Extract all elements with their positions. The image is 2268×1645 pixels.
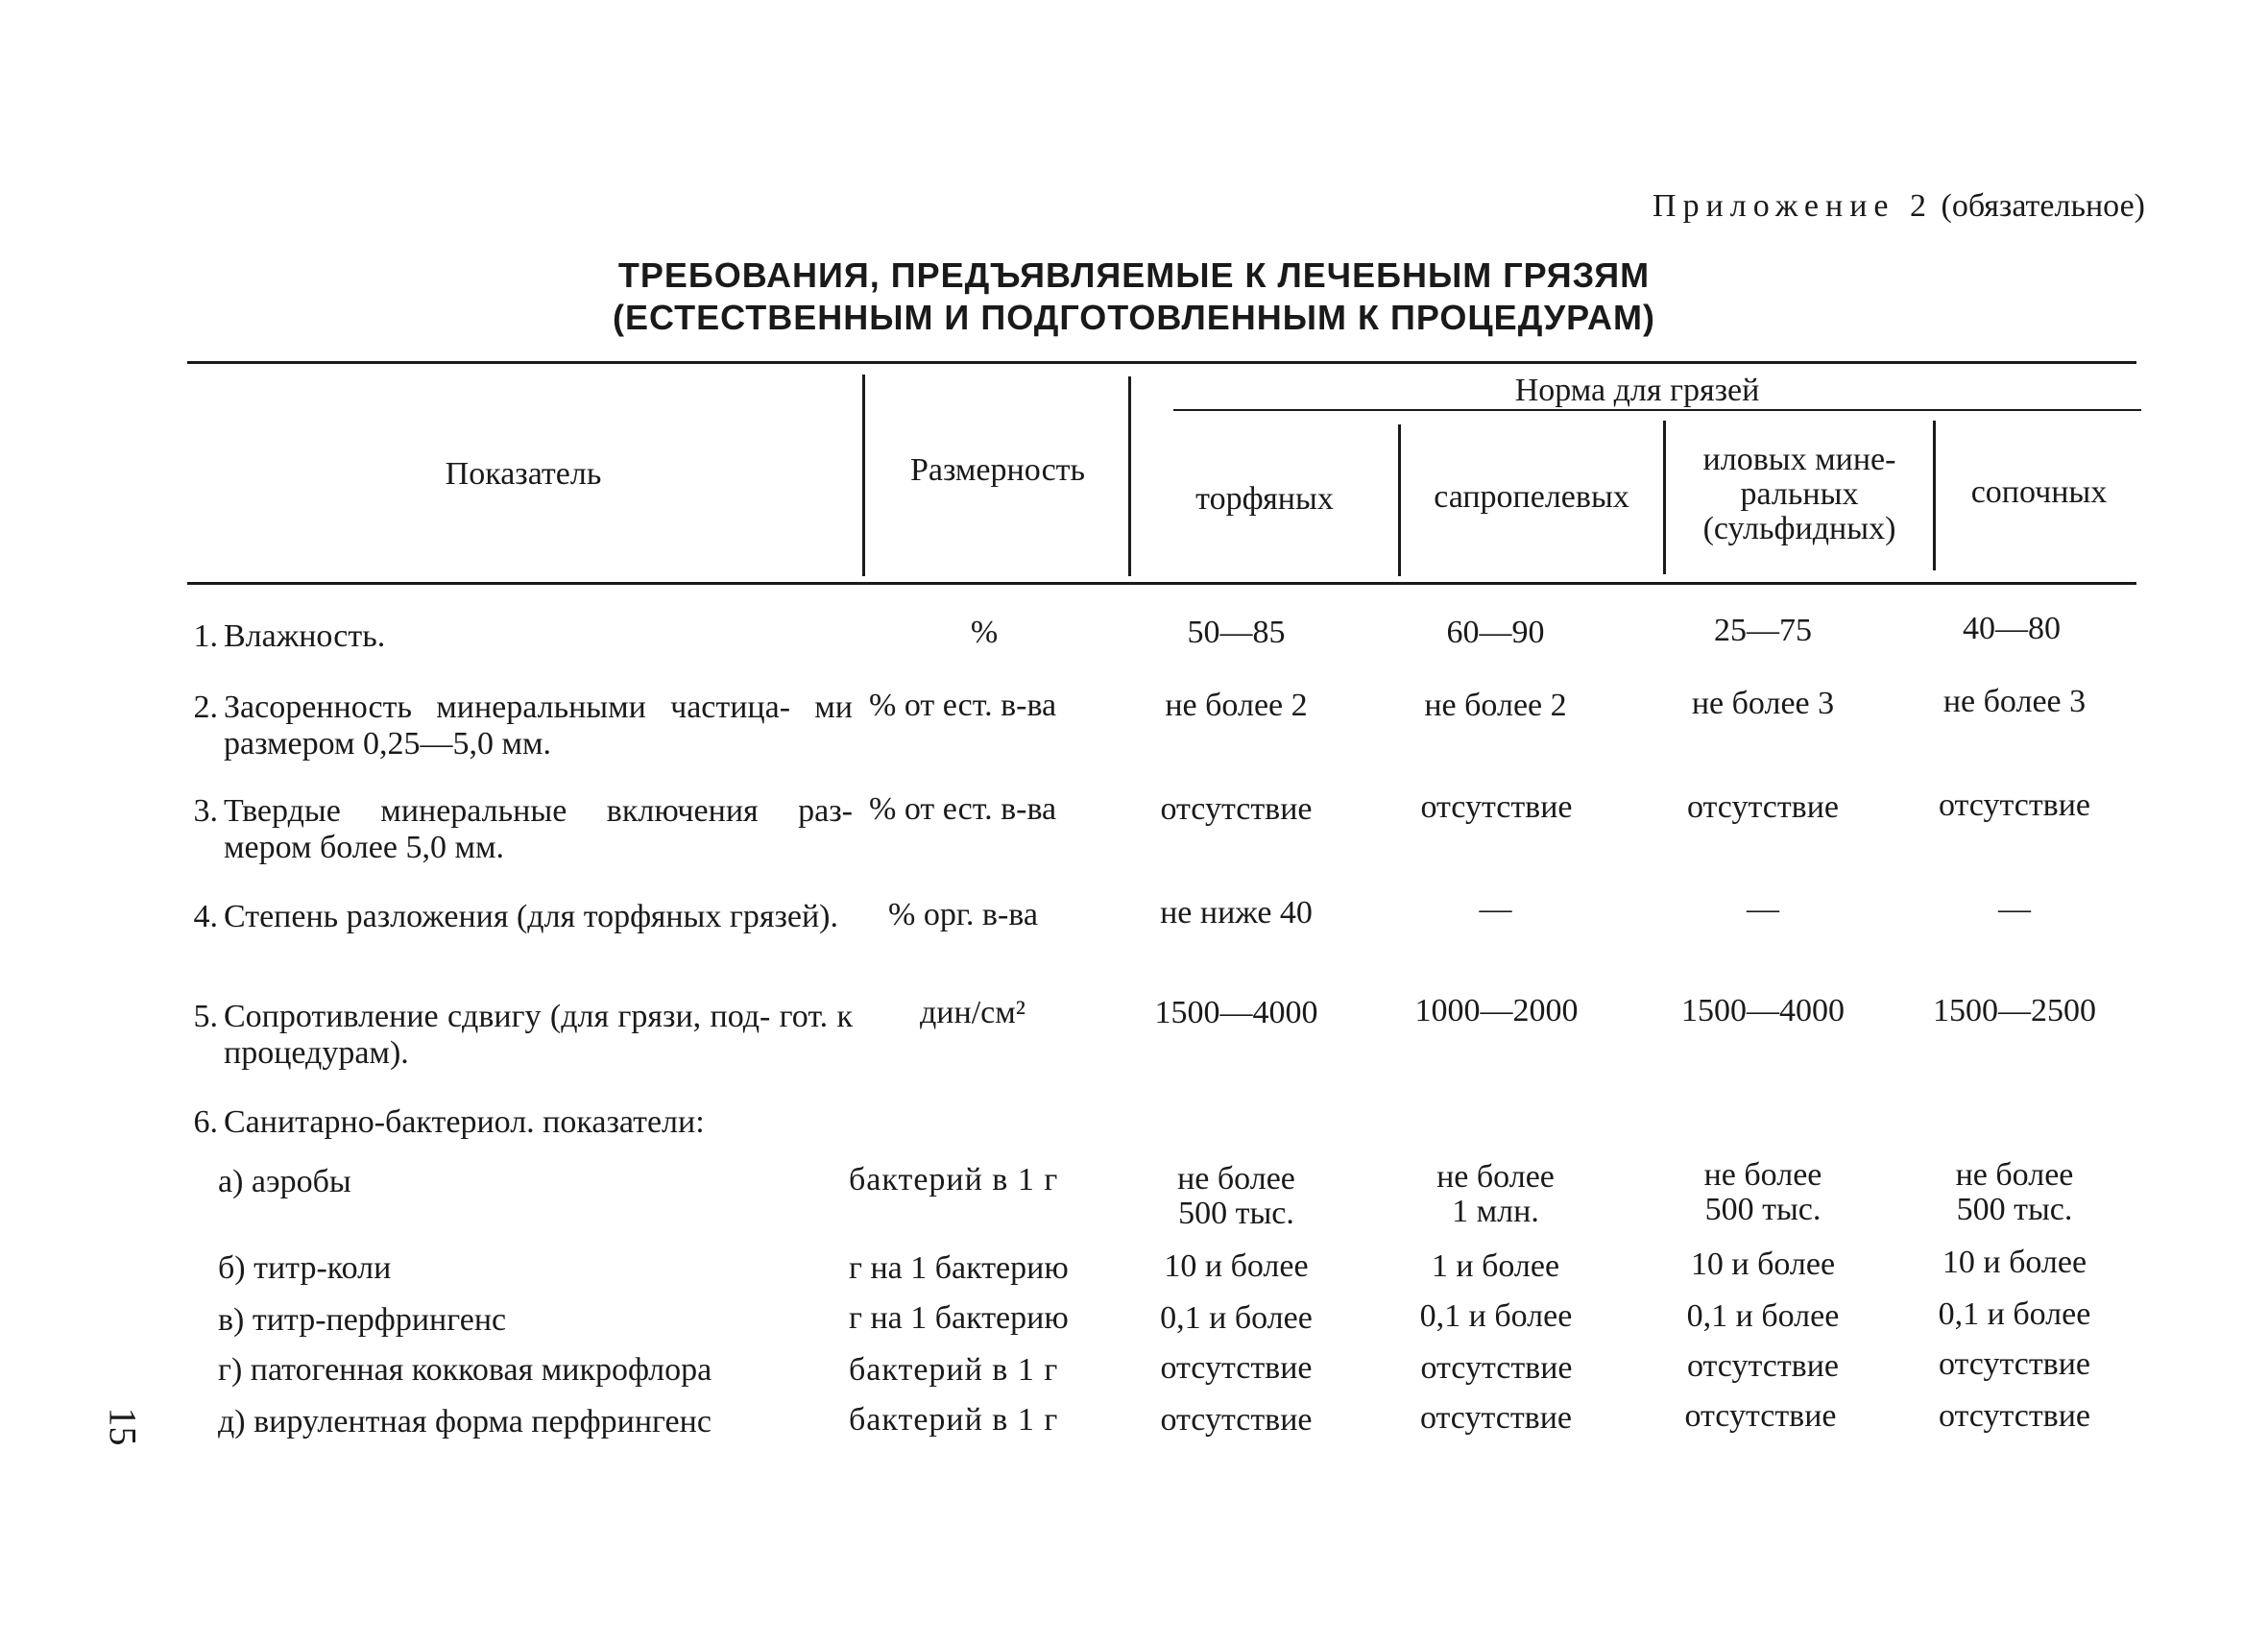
unit-cell: дин/см²	[920, 995, 1025, 1030]
value-volcanic: 10 и более	[1942, 1245, 2087, 1280]
value-sapropel: не более 1 млн.	[1436, 1159, 1555, 1229]
value-sapropel: —	[1479, 891, 1512, 927]
value-sapropel: 1 и более	[1431, 1248, 1560, 1284]
header-indicator: Показатель	[445, 456, 602, 492]
col-divider-5	[1933, 421, 1936, 570]
unit-cell: г на 1 бактерию	[849, 1250, 1069, 1286]
unit-cell: % от ест. в-ва	[869, 791, 1057, 827]
col-divider-3	[1398, 424, 1401, 576]
value-volcanic: отсутствие	[1938, 787, 2091, 823]
document-title-line-1: ТРЕБОВАНИЯ, ПРЕДЪЯВЛЯЕМЫЕ К ЛЕЧЕБНЫМ ГРЯЗЯМ	[617, 255, 1651, 295]
unit-cell: бактерий в 1 г	[849, 1352, 1059, 1388]
value-sapropel: отсутствие	[1420, 789, 1573, 825]
value-silt: —	[1747, 891, 1779, 927]
unit-cell: бактерий в 1 г	[849, 1162, 1059, 1197]
value-silt: не более 500 тыс.	[1703, 1157, 1822, 1227]
value-silt: 0,1 и более	[1686, 1298, 1840, 1334]
value-sapropel: 1000—2000	[1414, 993, 1579, 1028]
unit-cell: бактерий в 1 г	[849, 1402, 1059, 1438]
value-volcanic: 0,1 и более	[1938, 1296, 2091, 1332]
value-silt: отсутствие	[1686, 1348, 1840, 1384]
unit-cell: г на 1 бактерию	[849, 1300, 1069, 1336]
header-sapropel: сапропелевых	[1434, 479, 1629, 515]
table-top-rule	[187, 361, 2136, 364]
value-silt: 25—75	[1714, 613, 1812, 648]
col-divider-1	[862, 375, 865, 576]
value-silt: не более 3	[1691, 686, 1835, 721]
value-silt: отсутствие	[1686, 789, 1840, 825]
page-number: 15	[101, 1407, 145, 1446]
value-sapropel: 60—90	[1446, 615, 1545, 650]
value-peat: не более 500 тыс.	[1177, 1161, 1295, 1231]
value-peat: отсутствие	[1160, 791, 1313, 827]
header-peat: торфяных	[1195, 481, 1334, 517]
value-peat: отсутствие	[1160, 1350, 1313, 1386]
value-volcanic: отсутствие	[1938, 1346, 2091, 1382]
value-peat: отсутствие	[1160, 1402, 1313, 1438]
header-unit: Размерность	[909, 452, 1086, 488]
col-divider-2	[1128, 376, 1131, 576]
value-volcanic: отсутствие	[1938, 1398, 2091, 1434]
value-peat: 0,1 и более	[1160, 1300, 1313, 1336]
norm-group-rule	[1173, 409, 2141, 411]
value-volcanic: 40—80	[1963, 611, 2061, 646]
unit-cell: %	[970, 615, 999, 650]
value-volcanic: не более 3	[1942, 684, 2087, 719]
value-peat: не более 2	[1165, 688, 1308, 723]
header-volcanic: сопочных	[1970, 474, 2108, 510]
document-title-line-2: (ЕСТЕСТВЕННЫМ И ПОДГОТОВЛЕННЫМ К ПРОЦЕДУРАМ)	[613, 298, 1655, 337]
value-peat: 50—85	[1187, 615, 1286, 650]
value-sapropel: 0,1 и более	[1419, 1298, 1573, 1334]
header-silt: иловых мине- ральных (сульфидных)	[1702, 442, 1896, 546]
col-divider-4	[1663, 421, 1666, 574]
value-silt: 10 и более	[1690, 1246, 1836, 1282]
value-peat: 10 и более	[1164, 1248, 1309, 1284]
value-silt: отсутствие	[1684, 1398, 1837, 1434]
value-volcanic: не более 500 тыс.	[1955, 1157, 2074, 1227]
header-bottom-rule	[187, 582, 2136, 585]
value-sapropel: отсутствие	[1419, 1400, 1573, 1436]
value-peat: 1500—4000	[1154, 995, 1318, 1030]
value-volcanic: 1500—2500	[1933, 993, 2096, 1028]
value-sapropel: не более 2	[1424, 688, 1567, 723]
value-silt: 1500—4000	[1681, 993, 1845, 1028]
value-sapropel: отсутствие	[1420, 1350, 1573, 1386]
appendix-label: Приложение 2 (обязательное)	[1653, 188, 2145, 224]
unit-cell: % орг. в-ва	[888, 897, 1039, 932]
value-peat: не ниже 40	[1160, 895, 1313, 931]
unit-cell: % от ест. в-ва	[869, 688, 1057, 723]
header-norm-group: Норма для грязей	[1514, 373, 1760, 408]
value-volcanic: —	[1998, 891, 2031, 927]
